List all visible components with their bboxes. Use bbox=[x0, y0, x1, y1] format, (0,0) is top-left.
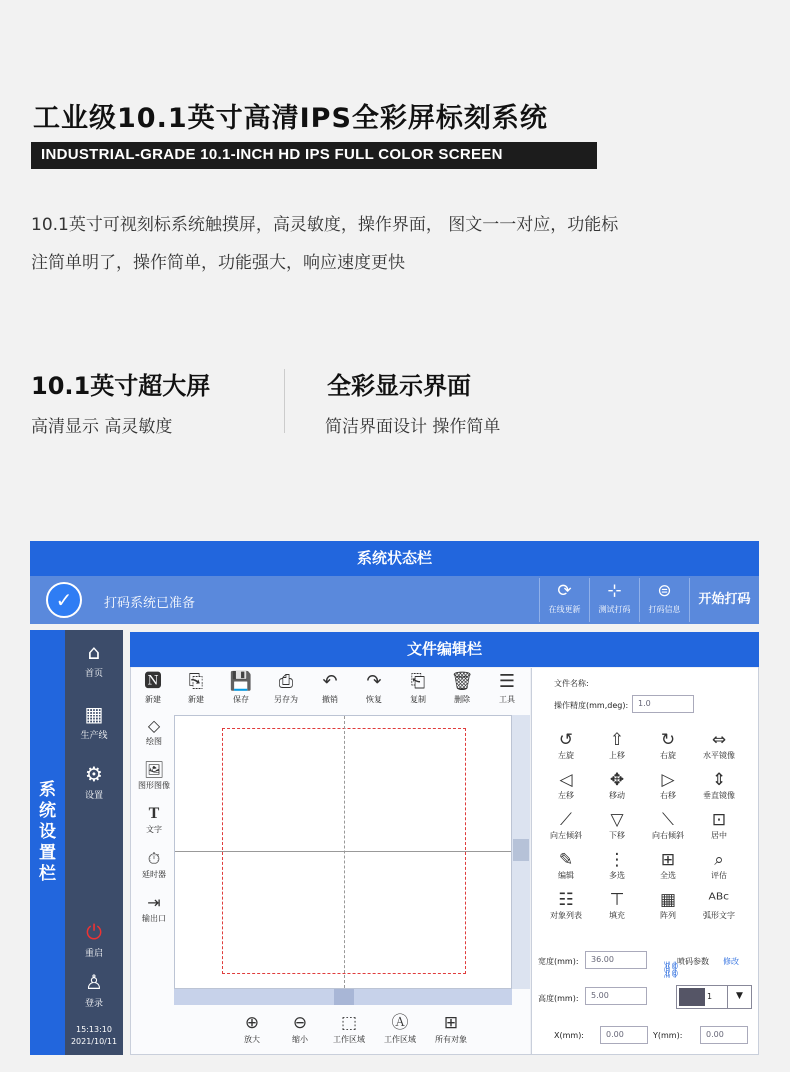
color-swatch bbox=[679, 988, 705, 1006]
text-label: 文字 bbox=[146, 825, 162, 834]
online-update-label: 在线更新 bbox=[548, 605, 581, 614]
text-icon: T bbox=[148, 805, 160, 822]
output-tool[interactable] bbox=[135, 893, 173, 924]
nozzle-value: 1 bbox=[707, 992, 713, 1001]
center-label: 居中 bbox=[711, 831, 727, 840]
precision-label: 操作精度(mm,deg): bbox=[554, 701, 629, 710]
evaluate-button[interactable] bbox=[695, 850, 743, 881]
login-label: 登录 bbox=[84, 999, 103, 1009]
status-header: 系统状态栏 bbox=[30, 541, 759, 576]
online-update-button[interactable] bbox=[539, 578, 589, 622]
move-left-label: 左移 bbox=[558, 791, 574, 800]
align-icon: ☰ bbox=[498, 671, 516, 692]
zoom-out-button[interactable] bbox=[277, 1012, 323, 1045]
vertical-guide bbox=[344, 716, 345, 988]
move-right-label: 右移 bbox=[660, 791, 676, 800]
object-list-label: 对象列表 bbox=[550, 911, 582, 920]
horizontal-scrollbar[interactable] bbox=[174, 989, 512, 1005]
nav-home[interactable] bbox=[65, 638, 123, 679]
delete-label: 删除 bbox=[454, 695, 470, 704]
edit-button[interactable] bbox=[542, 850, 590, 881]
new-doc-icon: ⎘ bbox=[188, 671, 204, 692]
english-subtitle: INDUSTRIAL-GRADE 10.1-INCH HD IPS FULL COLOR SCREEN bbox=[31, 142, 597, 169]
image-label: 图形图像 bbox=[138, 781, 170, 790]
zoom-out-icon: ⊖ bbox=[292, 1013, 308, 1033]
array-button[interactable] bbox=[644, 890, 692, 921]
save-as-icon: ⎙ bbox=[278, 671, 294, 692]
skew-left-label: 向左倾斜 bbox=[550, 831, 582, 840]
center-icon: ⊡ bbox=[711, 810, 727, 830]
draw-label: 绘图 bbox=[146, 737, 162, 746]
trash-icon: 🗑 bbox=[450, 671, 474, 692]
system-settings-sidebar bbox=[30, 630, 65, 1055]
save-as-button[interactable] bbox=[265, 670, 307, 705]
gear-icon: ⚙ bbox=[85, 762, 103, 786]
save-button[interactable] bbox=[220, 670, 262, 705]
redo-label: 恢复 bbox=[366, 695, 382, 704]
evaluate-icon: ⌕ bbox=[714, 850, 724, 870]
multi-select-label: 多选 bbox=[609, 871, 625, 880]
rotate-left-label: 左旋 bbox=[558, 751, 574, 760]
array-icon: ▦ bbox=[659, 890, 677, 910]
feature-1-text: 高清显示 高灵敏度 bbox=[31, 417, 173, 437]
timer-label: 延时器 bbox=[142, 870, 166, 879]
undo-button[interactable] bbox=[309, 670, 351, 705]
zoom-in-icon: ⊕ bbox=[244, 1013, 260, 1033]
shapes-icon: ◇ bbox=[147, 716, 161, 735]
height-field[interactable]: 5.00 bbox=[585, 987, 647, 1005]
timer-icon: ⏱ bbox=[147, 849, 161, 868]
multi-select-button[interactable] bbox=[593, 850, 641, 881]
move-down-label: 下移 bbox=[609, 831, 625, 840]
editor-header: 文件编辑栏 bbox=[130, 632, 759, 667]
rotate-right-button[interactable] bbox=[644, 730, 692, 761]
nav-home-label: 首页 bbox=[84, 669, 103, 679]
skew-right-label: 向右倾斜 bbox=[652, 831, 684, 840]
start-print-button[interactable]: 开始打码 bbox=[689, 578, 759, 622]
object-list-button[interactable] bbox=[542, 890, 590, 921]
timer-tool[interactable] bbox=[135, 849, 173, 880]
new-button[interactable] bbox=[132, 670, 174, 705]
feature-divider bbox=[284, 369, 285, 433]
multi-select-icon: ⋮ bbox=[608, 850, 626, 870]
restart-label: 重启 bbox=[84, 949, 103, 959]
move-down-button[interactable] bbox=[593, 810, 641, 841]
width-field[interactable]: 36.00 bbox=[585, 951, 647, 969]
file-name-label: 文件名称: bbox=[554, 679, 589, 688]
chevron-down-icon[interactable]: ▼ bbox=[727, 985, 751, 1009]
horizontal-scroll-thumb[interactable] bbox=[334, 989, 354, 1005]
move-right-button[interactable] bbox=[644, 770, 692, 801]
desc-line-1: 10.1英寸可视刻标系统触摸屏，高灵敏度，操作界面， 图文一一对应，功能标 bbox=[31, 215, 619, 235]
zoom-in-label: 放大 bbox=[244, 1035, 260, 1044]
ready-check-icon: ✓ bbox=[46, 582, 82, 618]
precision-field[interactable]: 1.0 bbox=[632, 695, 694, 713]
page-title: 工业级10.1英寸高清IPS全彩屏标刻系统 bbox=[33, 103, 548, 134]
select-all-label: 全选 bbox=[660, 871, 676, 880]
fill-label: 填充 bbox=[609, 911, 625, 920]
skew-right-button[interactable] bbox=[644, 810, 692, 841]
x-label: X(mm): bbox=[554, 1031, 585, 1040]
center-button[interactable] bbox=[695, 810, 743, 841]
image-tool[interactable] bbox=[135, 760, 173, 791]
test-print-label: 测试打码 bbox=[598, 605, 631, 614]
flip-horizontal-label: 水平镜像 bbox=[703, 751, 735, 760]
print-info-label: 打码信息 bbox=[648, 605, 681, 614]
clock bbox=[65, 1024, 123, 1048]
move-right-icon: ▷ bbox=[661, 770, 675, 790]
nav-settings[interactable] bbox=[65, 760, 123, 801]
move-button[interactable] bbox=[593, 770, 641, 801]
print-info-button[interactable] bbox=[639, 578, 689, 622]
height-label: 高度(mm): bbox=[538, 994, 579, 1003]
object-list-icon: ☷ bbox=[558, 890, 574, 910]
feature-1-title: 10.1英寸超大屏 bbox=[31, 372, 211, 400]
work-area-button[interactable] bbox=[326, 1012, 372, 1045]
text-area-icon: Ⓐ bbox=[391, 1013, 409, 1033]
work-area-label: 工作区域 bbox=[333, 1035, 365, 1044]
y-field[interactable]: 0.00 bbox=[700, 1026, 748, 1044]
move-up-icon: ⇧ bbox=[609, 730, 625, 750]
home-icon: ⌂ bbox=[87, 640, 101, 664]
spray-params-label: 喷码参数 bbox=[677, 957, 709, 966]
redo-icon: ↷ bbox=[366, 671, 382, 692]
output-label: 输出口 bbox=[142, 914, 166, 923]
user-icon: ♙ bbox=[85, 970, 103, 994]
nozzle-select[interactable] bbox=[676, 985, 752, 1009]
fill-button[interactable] bbox=[593, 890, 641, 921]
rotate-right-icon: ↻ bbox=[660, 730, 676, 750]
work-area-text-label: 工作区域 bbox=[384, 1035, 416, 1044]
desc-line-2: 注简单明了，操作简单，功能强大，响应速度更快 bbox=[31, 253, 405, 273]
edit-label: 编辑 bbox=[558, 871, 574, 880]
modify-link[interactable]: 修改 bbox=[723, 957, 739, 966]
edit-icon: ✎ bbox=[558, 850, 574, 870]
test-print-button[interactable] bbox=[589, 578, 639, 622]
zoom-out-label: 缩小 bbox=[292, 1035, 308, 1044]
flip-vertical-label: 垂直镜像 bbox=[703, 791, 735, 800]
feature-2-text: 简洁界面设计 操作简单 bbox=[325, 417, 501, 437]
new-label: 新建 bbox=[145, 695, 161, 704]
undo-icon: ↶ bbox=[322, 671, 338, 692]
flip-horizontal-button[interactable] bbox=[695, 730, 743, 761]
save-label: 保存 bbox=[233, 695, 249, 704]
conveyor-icon: ▦ bbox=[84, 702, 104, 726]
work-area-icon: ⬚ bbox=[340, 1013, 358, 1033]
side-label: 系统设置栏 bbox=[39, 780, 56, 884]
skew-left-icon: ⟋ bbox=[560, 810, 572, 830]
evaluate-label: 评估 bbox=[711, 871, 727, 880]
horizontal-guide bbox=[175, 851, 511, 852]
move-label: 移动 bbox=[609, 791, 625, 800]
restart-button[interactable] bbox=[65, 918, 123, 959]
power-icon: ⏻ bbox=[86, 920, 102, 944]
new2-label: 新建 bbox=[188, 695, 204, 704]
y-label: Y(mm): bbox=[653, 1031, 683, 1040]
arc-text-icon: ᴬᴮᶜ bbox=[708, 890, 730, 910]
new2-button[interactable] bbox=[175, 670, 217, 705]
link-lock-icon[interactable]: ⛓ bbox=[661, 960, 682, 979]
fill-icon: ⊤ bbox=[609, 890, 625, 910]
vertical-scroll-thumb[interactable] bbox=[513, 839, 529, 861]
flip-vertical-button[interactable] bbox=[695, 770, 743, 801]
feature-2-title: 全彩显示界面 bbox=[327, 372, 471, 400]
redo-button[interactable] bbox=[353, 670, 395, 705]
tools-label: 工具 bbox=[499, 695, 515, 704]
flip-vertical-icon: ⇕ bbox=[711, 770, 727, 790]
x-field[interactable]: 0.00 bbox=[600, 1026, 648, 1044]
all-objects-button[interactable] bbox=[428, 1012, 474, 1045]
delete-button[interactable] bbox=[441, 670, 483, 705]
arc-text-button[interactable] bbox=[695, 890, 743, 921]
width-label: 宽度(mm): bbox=[538, 957, 579, 966]
refresh-icon: ⟳ bbox=[557, 581, 572, 601]
skew-left-button[interactable] bbox=[542, 810, 590, 841]
clock-time: 15:13:10 bbox=[76, 1025, 112, 1034]
test-icon: ⊹ bbox=[607, 581, 622, 601]
output-icon: ⇥ bbox=[147, 893, 161, 912]
vertical-scrollbar[interactable] bbox=[512, 715, 530, 989]
all-objects-label: 所有对象 bbox=[435, 1035, 467, 1044]
move-left-button[interactable] bbox=[542, 770, 590, 801]
draw-tool[interactable] bbox=[135, 716, 173, 747]
description bbox=[31, 206, 751, 282]
all-objects-icon: ⊞ bbox=[443, 1013, 459, 1033]
image-icon: 🖼 bbox=[143, 760, 165, 779]
info-icon: ⊜ bbox=[657, 581, 672, 601]
arc-text-label: 弧形文字 bbox=[703, 911, 735, 920]
tools-button[interactable] bbox=[486, 670, 528, 705]
nav-production-label: 生产线 bbox=[80, 731, 108, 741]
login-button[interactable] bbox=[65, 968, 123, 1009]
copy-label: 复制 bbox=[410, 695, 426, 704]
clock-date: 2021/10/11 bbox=[70, 1037, 118, 1046]
move-up-label: 上移 bbox=[609, 751, 625, 760]
design-canvas[interactable] bbox=[174, 715, 512, 989]
select-all-icon: ⊞ bbox=[660, 850, 676, 870]
flip-horizontal-icon: ⇔ bbox=[711, 730, 727, 750]
move-up-button[interactable] bbox=[593, 730, 641, 761]
save-icon: 💾 bbox=[229, 671, 253, 692]
rotate-right-label: 右旋 bbox=[660, 751, 676, 760]
array-label: 阵列 bbox=[660, 911, 676, 920]
zoom-in-button[interactable] bbox=[229, 1012, 275, 1045]
nav-settings-label: 设置 bbox=[84, 791, 103, 801]
move-icon: ✥ bbox=[609, 770, 625, 790]
select-all-button[interactable] bbox=[644, 850, 692, 881]
copy-icon: ⎗ bbox=[410, 671, 426, 692]
status-text: 打码系统已准备 bbox=[104, 596, 196, 611]
skew-right-icon: ⟍ bbox=[662, 810, 674, 830]
nav-production-line[interactable] bbox=[65, 700, 123, 741]
text-tool[interactable] bbox=[135, 804, 173, 835]
save-as-label: 另存为 bbox=[274, 695, 298, 704]
rotate-left-button[interactable] bbox=[542, 730, 590, 761]
new-file-icon: 🅽 bbox=[144, 671, 162, 692]
work-area-text-button[interactable] bbox=[377, 1012, 423, 1045]
undo-label: 撤销 bbox=[322, 695, 338, 704]
move-down-icon: ▽ bbox=[610, 810, 624, 830]
copy-button[interactable] bbox=[397, 670, 439, 705]
move-left-icon: ◁ bbox=[559, 770, 573, 790]
rotate-left-icon: ↺ bbox=[558, 730, 574, 750]
